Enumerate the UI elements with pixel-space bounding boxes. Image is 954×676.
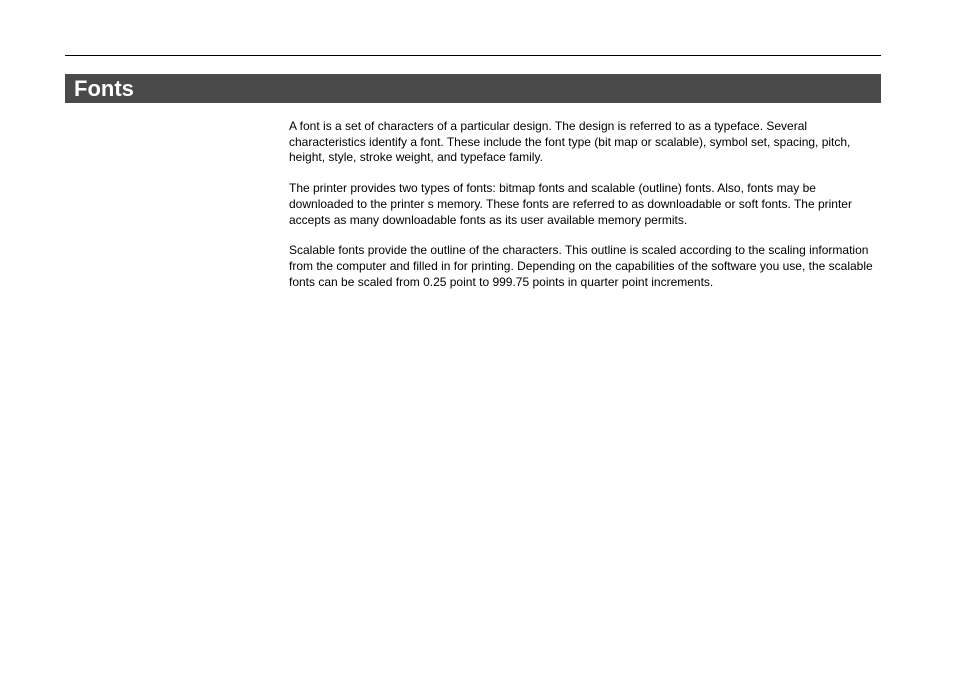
- paragraph-font-definition: A font is a set of characters of a particular design. The design is referred to as a typeface. Several characteristics identify a font. These include the font type (bit map or scalable), symbol set, spacing, pitch, height, style, stroke weight, and typeface family.: [289, 119, 851, 165]
- paragraph-font-types: The printer provides two types of fonts: bitmap fonts and scalable (outline) fonts. Also, fonts may be downloaded to the printer s memory. These fonts are referred to as downloadable or soft fonts. The printer accepts as many downloadable fonts as its user available memory permits.: [289, 181, 852, 227]
- top-divider: [65, 55, 881, 56]
- section-title: Fonts: [74, 76, 134, 101]
- section-title-bar: [65, 74, 881, 103]
- paragraph-scalable-fonts: Scalable fonts provide the outline of the characters. This outline is scaled according to the scaling information from the computer and filled in for printing. Depending on the capabilities of the software you use, the scalable fonts can be scaled from 0.25 point to 999.75 points in quarter point increments.: [289, 243, 873, 289]
- section-body: [289, 119, 881, 305]
